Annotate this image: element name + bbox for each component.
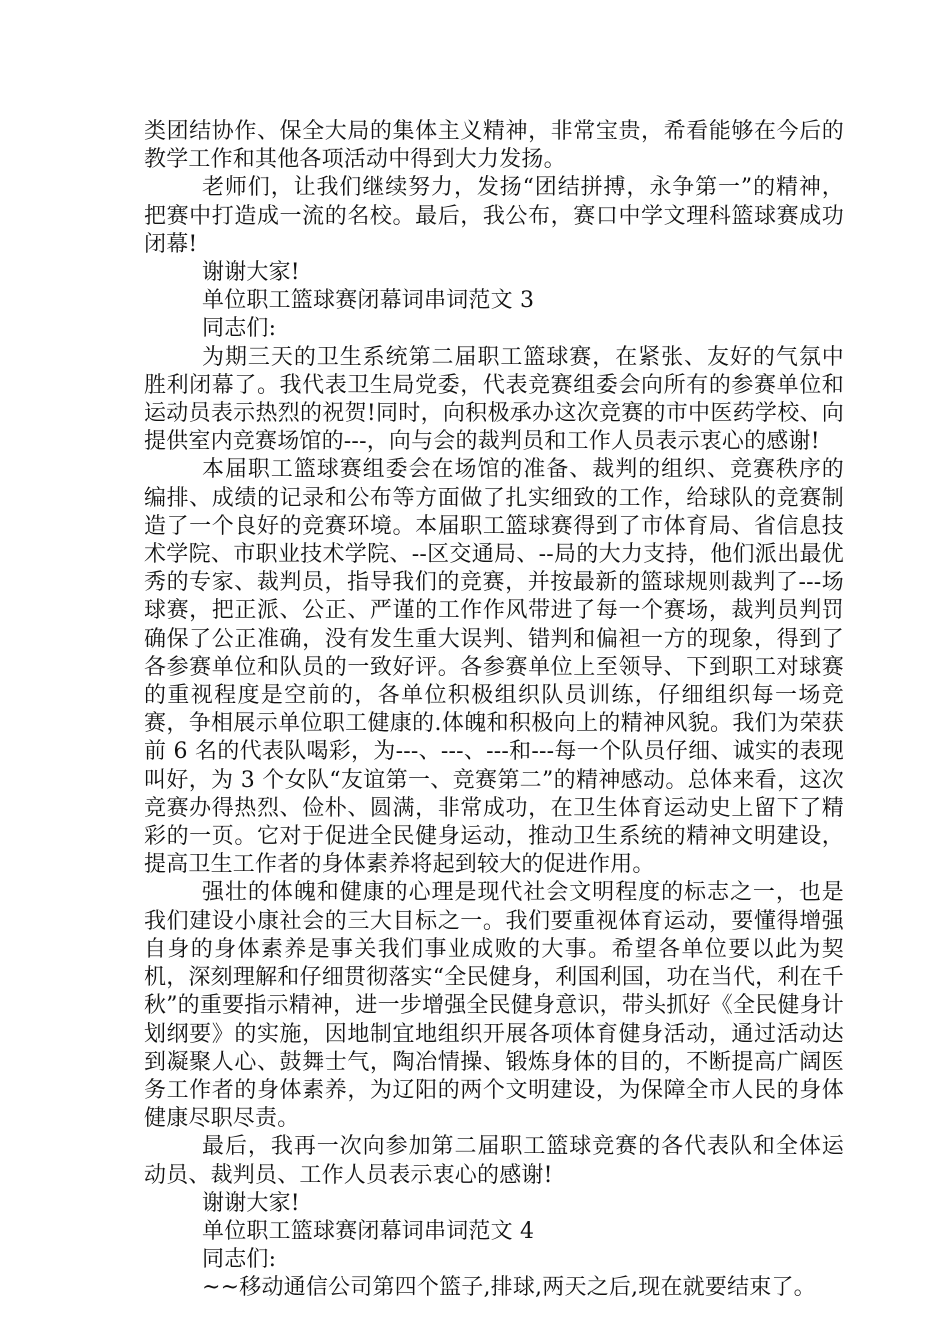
paragraph-6: 为期三天的卫生系统第二届职工篮球赛，在紧张、友好的气氛中胜利闭幕了。我代表卫生局党委，代表竞赛组委会向所有的参赛单位和运动员表示热烈的祝贺!同时，向积极承办这次竞赛的市中医药学校、向提供室内竞赛场馆的---，向与会的裁判员和工作人员表示衷心的感谢! [144,344,844,455]
thanks-line: 谢谢大家! [202,1190,300,1216]
paragraph-1: 类团结协作、保全大局的集体主义精神，非常宝贵，希看能够在今后的教学工作和其他各项活动中得到大力发扬。 [144,119,844,173]
salutation: 同志们: [202,1247,277,1273]
paragraph-13: ~~移动通信公司第四个篮子,排球,两天之后,现在就要结束了。 [202,1275,816,1301]
salutation: 同志们: [202,316,277,342]
section-title-3: 单位职工篮球赛闭幕词串词范文 3 [202,288,535,314]
thanks-line: 谢谢大家! [202,260,300,286]
paragraph-8: 强壮的体魄和健康的心理是现代社会文明程度的标志之一，也是我们建设小康社会的三大目标之一。我们要重视体育运动，要懂得增强自身的身体素养是事关我们事业成败的大事。希望各单位要以此为契机，深刻理解和仔细贯彻落实“全民健身，利国利国，功在当代，利在千秋”的重要指示精神，进一步增强全民健身意识，带头抓好《全民健身计划纲要》的实施，因地制宜地组织开展各项体育健身活动，通过活动达到凝聚人心、鼓舞士气，陶冶情操、锻炼身体的目的，不断提高广阔医务工作者的身体素养，为辽阳的两个文明建设，为保障全市人民的身体健康尽职尽责。 [144,880,844,1132]
document-page [144,118,844,1303]
paragraph-7: 本届职工篮球赛组委会在场馆的准备、裁判的组织、竞赛秩序的编排、成绩的记录和公布等方面做了扎实细致的工作，给球队的竞赛制造了一个良好的竞赛环境。本届职工篮球赛得到了市体育局、省信息技术学院、市职业技术学院、--区交通局、--局的大力支持，他们派出最优秀的专家、裁判员，指导我们的竞赛，并按最新的篮球规则裁判了---场球赛，把正派、公正、严谨的工作作风带进了每一个赛场，裁判员判罚确保了公正准确，没有发生重大误判、错判和偏袒一方的现象，得到了各参赛单位和队员的一致好评。各参赛单位上至领导、下到职工对球赛的重视程度是空前的，各单位积极组织队员训练，仔细组织每一场竞赛，争相展示单位职工健康的.体魄和积极向上的精神风貌。我们为荣获前 6 名的代表队喝彩，为---、---、---和---每一个队员仔细、诚实的表现叫好，为 3 个女队“友谊第一、竞赛第二”的精神感动。总体来看，这次竞赛办得热烈、俭朴、圆满，非常成功，在卫生体育运动史上留下了精彩的一页。它对于促进全民健身运动，推动卫生系统的精神文明建设，提高卫生工作者的身体素养将起到较大的促进作用。 [144,457,844,878]
section-title-4: 单位职工篮球赛闭幕词串词范文 4 [202,1218,535,1244]
paragraph-2: 老师们，让我们继续努力，发扬“团结拼搏，永争第一”的精神，把赛中打造成一流的名校。最后，我公布，赛口中学文理科篮球赛成功闭幕! [144,175,844,257]
paragraph-9: 最后，我再一次向参加第二届职工篮球竞赛的各代表队和全体运动员、裁判员、工作人员表示衷心的感谢! [144,1134,844,1188]
